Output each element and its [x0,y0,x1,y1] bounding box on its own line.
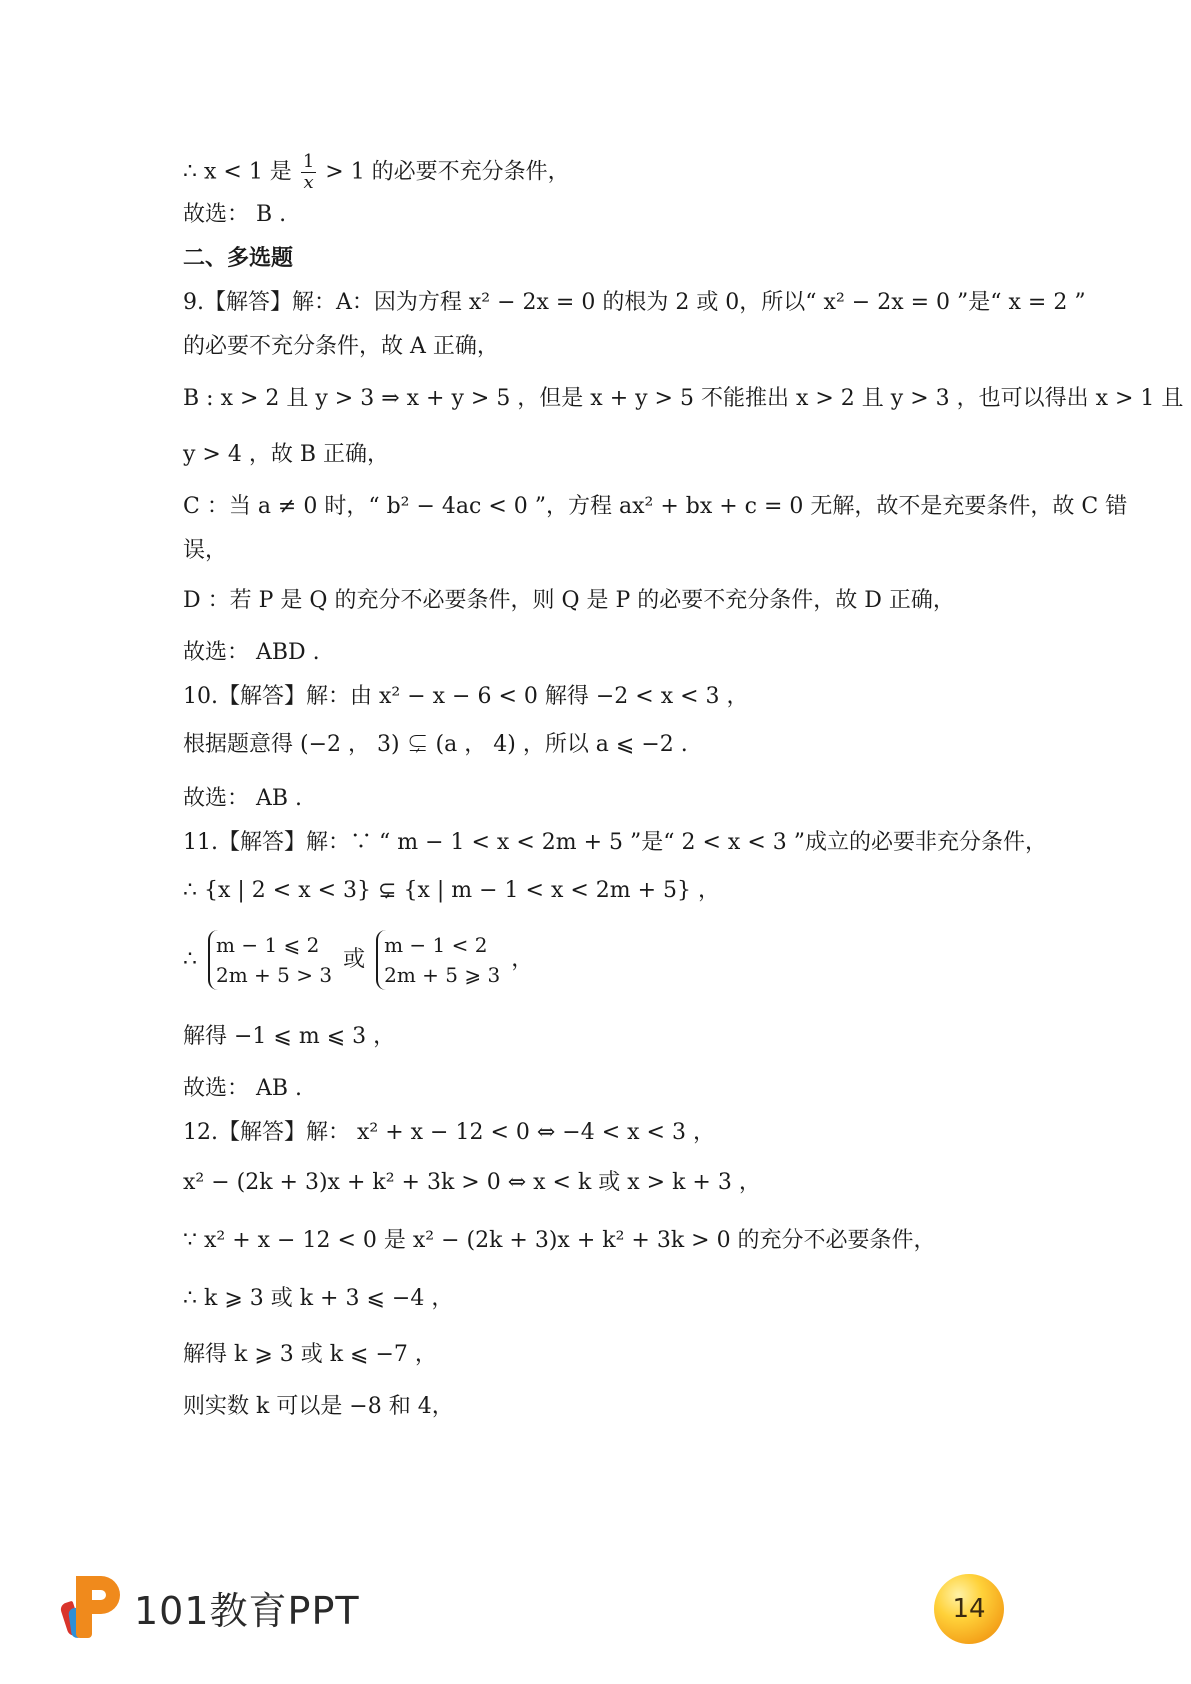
logo-text: 101教育PPT [134,1588,360,1633]
page-number-badge: 14 [934,1574,1004,1644]
brand-logo [62,1572,382,1642]
line-1: ∴ x < 1 是 $\frac{1}{x}$ > 1 的必要不充分条件， [183,151,570,193]
line-q12-a: 12.【解答】解： x² + x − 12 < 0 ⇔ −4 < x < 3 ， [183,1120,715,1145]
logo-p-icon [62,1572,124,1642]
line-q10-a: 10.【解答】解：由 x² − x − 6 < 0 解得 −2 < x < 3 ， [183,684,749,709]
line-q9-c-cont: 误， [183,538,228,563]
line-q11-c: 解得 −1 ⩽ m ⩽ 3 ， [183,1024,396,1049]
line-q12-d: ∴ k ⩾ 3 或 k + 3 ⩽ −4 ， [183,1286,454,1311]
line-q9-c: C ：当 a ≠ 0 时，“ b² − 4ac < 0 ”，方程 ax² + bx + c = 0 无解，故不是充要条件，故 C 错 [183,494,1128,519]
line-q9-d: D ：若 P 是 Q 的充分不必要条件，则 Q 是 P 的必要不充分条件，故 D 正确， [183,588,955,613]
fraction-one-over-x: $\frac{1}{x}$ [302,151,315,193]
line-q12-e: 解得 k ⩾ 3 或 k ⩽ −7 ， [183,1342,437,1367]
line-q12-b: x² − (2k + 3)x + k² + 3k > 0 ⇔ x < k 或 x > k + 3 ， [183,1170,761,1195]
line-q9-b: B : x > 2 且 y > 3 ⇒ x + y > 5 ，但是 x + y > 5 不能推出 x > 2 且 y > 3 ，也可以得出 x > 1 且 [183,386,1184,411]
line-q10-answer: 故选： AB . [183,786,303,811]
line-2: 故选： B . [183,202,287,227]
line-q11-a: 11.【解答】解：∵ “ m − 1 < x < 2m + 5 ”是“ 2 < x < 3 ”成立的必要非充分条件， [183,830,1047,855]
system-a: m − 1 ⩽ 2 2m + 5 > 3 [208,930,332,990]
line-q12-c: ∵ x² + x − 12 < 0 是 x² − (2k + 3)x + k² + 3k > 0 的充分不必要条件， [183,1228,936,1253]
line-q9-b-cont: y > 4 ，故 B 正确， [183,442,389,467]
line-q11-system: ∴ m − 1 ⩽ 2 2m + 5 > 3 或 m − 1 < 2 2m + 5 ⩾ 3 ， [183,930,533,990]
section-heading: 二、多选题 [183,246,294,271]
line-q10-b: 根据题意得 (−2 ， 3) ⊊ (a ， 4) ，所以 a ⩽ −2 . [183,732,688,757]
line-q9-answer: 故选： ABD . [183,640,320,665]
line-q12-f: 则实数 k 可以是 −8 和 4， [183,1394,454,1419]
line-q9-a-cont: 的必要不充分条件，故 A 正确， [183,334,499,359]
system-b: m − 1 < 2 2m + 5 ⩾ 3 [376,930,500,990]
line-q11-answer: 故选： AB . [183,1076,303,1101]
line-q9-a: 9.【解答】解：A：因为方程 x² − 2x = 0 的根为 2 或 0，所以“ x² − 2x = 0 ”是“ x = 2 ” [183,290,1086,315]
line-q11-b: ∴ {x | 2 < x < 3} ⊊ {x | m − 1 < x < 2m + 5} ， [183,878,721,903]
